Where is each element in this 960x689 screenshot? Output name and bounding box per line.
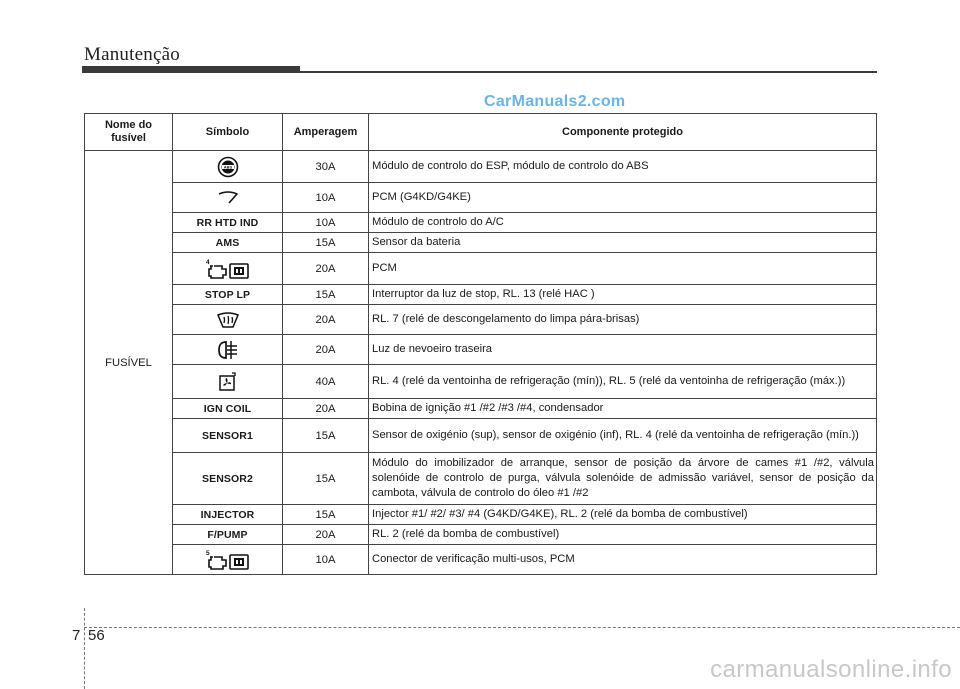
component-cell: PCM (G4KD/G4KE): [369, 183, 877, 213]
table-row: [85, 233, 877, 253]
engine-ecu-4-icon: [205, 257, 251, 281]
component-cell: Módulo de controlo do A/C: [369, 213, 877, 233]
abs-icon: [217, 156, 239, 178]
section-title: Manutenção: [84, 44, 180, 65]
svg-text:5: 5: [205, 549, 210, 557]
footer-vertical-divider: [84, 608, 85, 689]
table-row: [85, 213, 877, 233]
amperage-cell: 15A: [283, 233, 369, 253]
amperage-cell: 15A: [283, 419, 369, 453]
component-cell: Interruptor da luz de stop, RL. 13 (relé HAC ): [369, 285, 877, 305]
amperage-cell: 40A: [283, 365, 369, 399]
symbol-cell: [173, 183, 283, 213]
component-cell: PCM: [369, 253, 877, 285]
component-cell: Conector de verificação multi-usos, PCM: [369, 545, 877, 575]
symbol-cell: [173, 151, 283, 183]
rear-fog-lamp-icon: [217, 340, 239, 360]
component-cell: Módulo do imobilizador de arranque, sensor de posição da árvore de cames #1 /#2, válvula solenóide de controlo de purga, válvula solenóide de admissão variável, sensor de posição da cambota, válvula de controlo do óleo #1 /#2: [369, 453, 877, 505]
header-symbol: Símbolo: [173, 114, 283, 151]
table-header-row: [85, 114, 877, 151]
table-row: [85, 399, 877, 419]
symbol-cell: [173, 335, 283, 365]
table-row: [85, 505, 877, 525]
table-row: [85, 183, 877, 213]
header-rule-thin: [300, 71, 877, 73]
amperage-cell: 10A: [283, 183, 369, 213]
amperage-cell: 10A: [283, 545, 369, 575]
header-component: Componente protegido: [369, 114, 877, 151]
symbol-cell: [173, 365, 283, 399]
windshield-defrost-icon: [216, 311, 240, 329]
symbol-label: SENSOR2: [173, 453, 283, 505]
amperage-cell: 20A: [283, 253, 369, 285]
table-row: [85, 305, 877, 335]
amperage-cell: 15A: [283, 453, 369, 505]
table-row: [85, 335, 877, 365]
table-row: [85, 545, 877, 575]
amperage-cell: 10A: [283, 213, 369, 233]
component-cell: Luz de nevoeiro traseira: [369, 335, 877, 365]
amperage-cell: 30A: [283, 151, 369, 183]
symbol-label: STOP LP: [173, 285, 283, 305]
cooling-fan-icon: [218, 372, 238, 392]
component-cell: Sensor da bateria: [369, 233, 877, 253]
amperage-cell: 15A: [283, 285, 369, 305]
component-cell: RL. 4 (relé da ventoinha de refrigeração (mín)), RL. 5 (relé da ventoinha de refrigeração (máx.)): [369, 365, 877, 399]
engine-ecu-5-icon: [205, 548, 251, 572]
symbol-label: F/PUMP: [173, 525, 283, 545]
symbol-label: SENSOR1: [173, 419, 283, 453]
component-cell: RL. 7 (relé de descongelamento do limpa pára-brisas): [369, 305, 877, 335]
amperage-cell: 20A: [283, 399, 369, 419]
component-cell: Injector #1/ #2/ #3/ #4 (G4KD/G4KE), RL. 2 (relé da bomba de combustível): [369, 505, 877, 525]
site-watermark: carmanualsonline.info: [710, 656, 952, 683]
amperage-cell: 15A: [283, 505, 369, 525]
table-row: [85, 253, 877, 285]
table-row: [85, 151, 877, 183]
component-cell: RL. 2 (relé da bomba de combustível): [369, 525, 877, 545]
chapter-number: 7: [72, 627, 81, 644]
table-row: [85, 453, 877, 505]
page-number: 56: [88, 627, 105, 644]
header-fuse-name: Nome do fusível: [85, 114, 173, 151]
symbol-cell: [173, 305, 283, 335]
watermark: CarManuals2.com: [484, 93, 626, 110]
svg-text:4: 4: [205, 258, 210, 266]
footer-divider: [84, 627, 960, 628]
table-row: [85, 365, 877, 399]
table-row: [85, 419, 877, 453]
svg-text:ABS: ABS: [223, 164, 232, 170]
symbol-cell: [173, 545, 283, 575]
fuse-table: [84, 113, 877, 575]
amperage-cell: 20A: [283, 305, 369, 335]
amperage-cell: 20A: [283, 525, 369, 545]
amperage-cell: 20A: [283, 335, 369, 365]
wiper-icon: [217, 190, 239, 206]
symbol-label: RR HTD IND: [173, 213, 283, 233]
header-amperage: Amperagem: [283, 114, 369, 151]
component-cell: Módulo de controlo do ESP, módulo de controlo do ABS: [369, 151, 877, 183]
table-row: [85, 285, 877, 305]
header-rule-thick: [82, 66, 300, 73]
component-cell: Sensor de oxigénio (sup), sensor de oxigénio (inf), RL. 4 (relé da ventoinha de refrigeração (mín.)): [369, 419, 877, 453]
symbol-label: INJECTOR: [173, 505, 283, 525]
symbol-label: AMS: [173, 233, 283, 253]
component-cell: Bobina de ignição #1 /#2 /#3 /#4, condensador: [369, 399, 877, 419]
symbol-label: IGN COIL: [173, 399, 283, 419]
table-row: [85, 525, 877, 545]
symbol-cell: [173, 253, 283, 285]
fuse-group-label: FUSÍVEL: [85, 151, 173, 575]
